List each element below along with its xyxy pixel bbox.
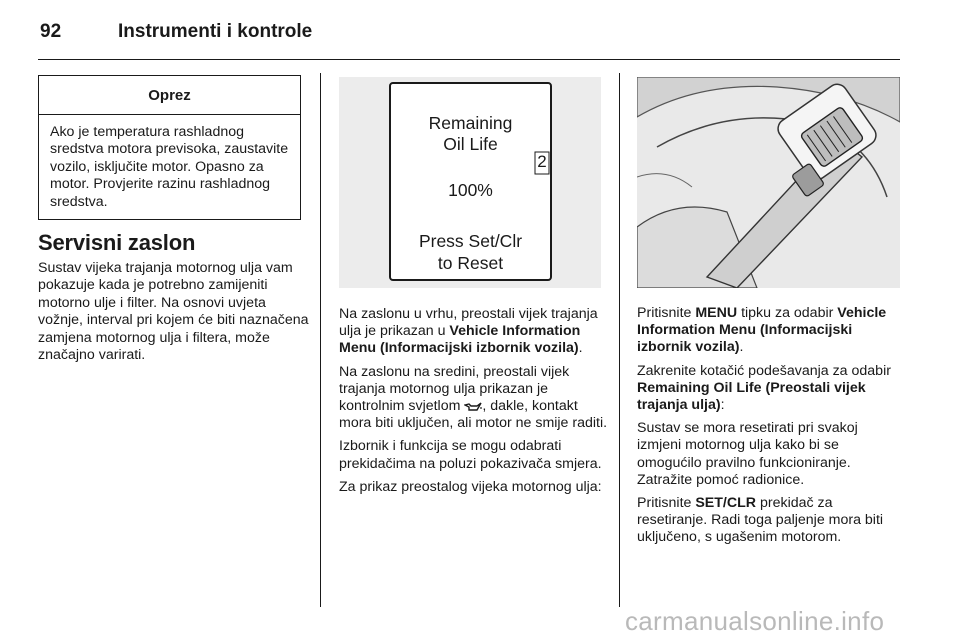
menu-button-name: MENU bbox=[695, 305, 738, 321]
page-title: Instrumenti i kontrole bbox=[118, 21, 313, 42]
paragraph bbox=[339, 306, 609, 358]
paragraph bbox=[637, 305, 902, 357]
text-run: Na zaslonu na sredini, preostali vijek trajanja motornog ulja prikazan je kontrolnim svjetlom bbox=[339, 363, 570, 415]
paragraph bbox=[637, 495, 902, 547]
header-rule bbox=[38, 59, 900, 60]
display-index-badge: 2 bbox=[537, 152, 547, 171]
text-run: . bbox=[578, 340, 583, 357]
paragraph: Izbornik i funkcija se mogu odabrati prekidačima na poluzi pokazivača smjera. bbox=[339, 438, 602, 472]
menu-name-bold: Vehicle Information Menu (Informacijski izbornik vozila) bbox=[637, 305, 887, 356]
page-header bbox=[40, 14, 312, 50]
text-run: , dakle, kontakt mora biti uključen, ali motor ne smije raditi. bbox=[339, 398, 608, 432]
display-percent-value: 100% bbox=[448, 180, 493, 200]
paragraph bbox=[637, 363, 902, 415]
paragraph bbox=[339, 364, 609, 433]
display-remaining-label: Remaining bbox=[428, 113, 513, 133]
text-run: : bbox=[720, 397, 725, 414]
text-run: tipku za odabir bbox=[737, 305, 838, 321]
text-run: . bbox=[739, 339, 744, 356]
text-run: prekidač za resetiranje. Radi toga paljenje mora biti uključeno, s ugašenim motorom. bbox=[637, 495, 884, 546]
column-divider-2 bbox=[619, 73, 620, 607]
indicator-lever-figure bbox=[637, 77, 900, 288]
caution-text: Ako je temperatura rashladnog sredstva motora previsoka, zaustavite vozilo, isključite motor. Opasno za motor. Provjerite razinu rashladnog sredstva. bbox=[50, 124, 289, 210]
column-divider-1 bbox=[320, 73, 321, 607]
column-3-text bbox=[637, 305, 902, 553]
section-heading: Servisni zaslon bbox=[38, 230, 196, 255]
text-run: Pritisnite bbox=[637, 495, 696, 512]
display-reset-label: to Reset bbox=[437, 253, 504, 273]
menu-name-bold: Vehicle Information Menu (Informacijski izbornik vozila) bbox=[339, 323, 581, 357]
text-run: Pritisnite bbox=[637, 305, 696, 321]
display-oil-life-label: Oil Life bbox=[443, 134, 498, 154]
column-2-text bbox=[339, 306, 609, 502]
page-number: 92 bbox=[40, 21, 62, 42]
text-run: Na zaslonu u vrhu, preostali vijek trajanja ulja je prikazan u bbox=[339, 306, 598, 340]
menu-item-bold: Remaining Oil Life (Preostali vijek trajanja ulja) bbox=[637, 379, 866, 414]
watermark: carmanualsonline.info bbox=[625, 606, 885, 636]
text-run: Zakrenite kotačić podešavanja za odabir bbox=[637, 362, 891, 379]
steering-lever-illustration bbox=[637, 77, 900, 288]
caution-title: Oprez bbox=[39, 76, 300, 115]
display-press-label: Press Set/Clr bbox=[418, 231, 523, 251]
paragraph: Sustav se mora resetirati pri svakoj izmjeni motornog ulja kako bi se omogućilo pravilno funkcioniranje. Zatražite pomoć radionice. bbox=[637, 420, 858, 488]
oil-can-icon bbox=[464, 400, 482, 412]
paragraph: Za prikaz preostalog vijeka motornog ulja: bbox=[339, 478, 602, 495]
section-text: Sustav vijeka trajanja motornog ulja vam pokazuje kada je potrebno zamijeniti motorno ulje i filter. Na osnovi uvjeta vožnje, interval pri kojem će biti naznačena zamjena motornog ulja i filtera, može značajno varirati. bbox=[38, 260, 309, 364]
set-clr-button-name: SET/CLR bbox=[695, 495, 757, 512]
caution-box bbox=[38, 75, 301, 220]
